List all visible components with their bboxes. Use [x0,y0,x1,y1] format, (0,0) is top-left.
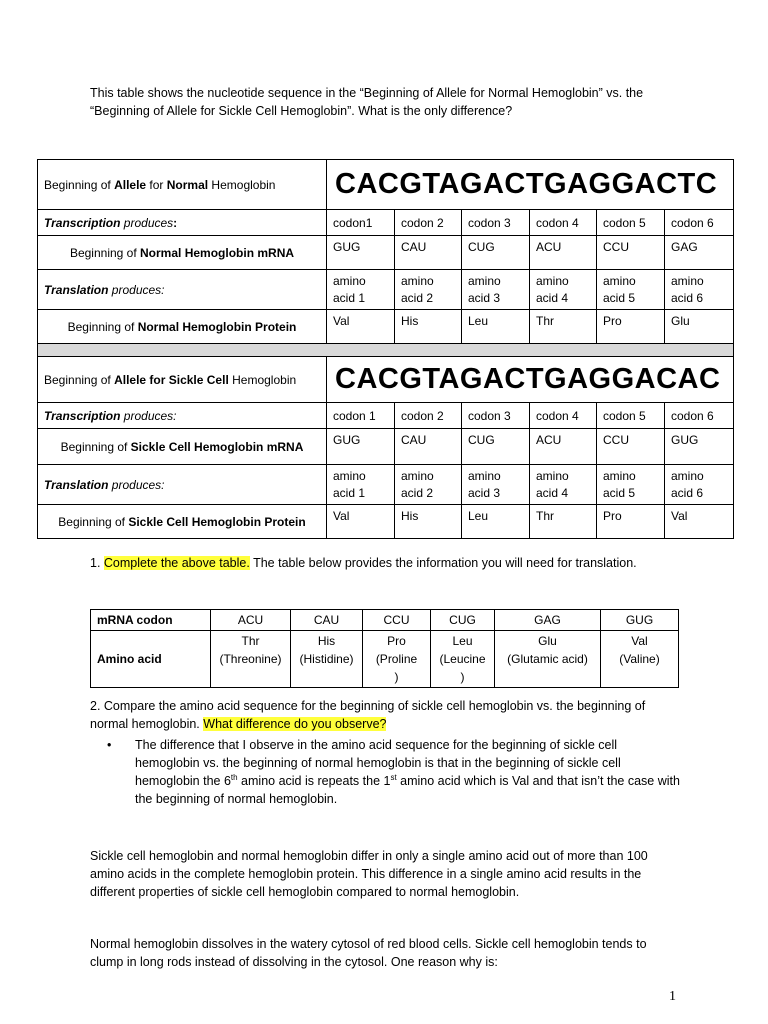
sickle-sequence: CACGTAGACTGAGGACAC [327,357,734,403]
normal-codon-head: codon 6 [665,210,734,236]
sickle-mrna-cell: GUG [327,429,395,465]
sickle-translation-row [38,465,734,505]
sickle-codon-head: codon 6 [665,403,734,429]
sickle-protein-label: Beginning of Sickle Cell Hemoglobin Protein [38,505,327,539]
sickle-codon-head: codon 3 [462,403,530,429]
sickle-allele-row [38,357,734,403]
codon-cell: CAU [291,610,363,631]
paragraph-2: Normal hemoglobin dissolves in the watery cytosol of red blood cells. Sickle cell hemoglobin tends to clump in long rods instead of dissolving in the cytosol. One reason why is: [90,937,647,969]
amino-cell: Leu (Leucine ) [431,631,495,688]
amino-cell: His (Histidine) [291,631,363,688]
codon-row [91,610,679,631]
codon-reference-table [90,609,679,688]
sickle-codon-head: codon 5 [597,403,665,429]
sickle-codon-head: codon 4 [530,403,597,429]
sickle-protein-cell: Val [327,505,395,539]
normal-protein-cell: His [395,310,462,344]
paragraph-1: Sickle cell hemoglobin and normal hemoglobin differ in only a single amino acid out of more than 100 amino acids in the complete hemoglobin protein. This difference in a single amino acid results in the different properties of sickle cell hemoglobin compared to normal hemoglobin. [90,849,648,899]
normal-mrna-cell: CAU [395,236,462,270]
normal-amino-head: amino acid 1 [327,270,395,310]
sickle-mrna-label: Beginning of Sickle Cell Hemoglobin mRNA [38,429,327,465]
amino-cell: Pro (Proline ) [363,631,431,688]
normal-allele-label: Beginning of Allele for Normal Hemoglobin [38,160,327,210]
normal-mrna-row [38,236,734,270]
normal-amino-head: amino acid 3 [462,270,530,310]
codon-row-label: mRNA codon [91,610,211,631]
sickle-allele-label: Beginning of Allele for Sickle Cell Hemoglobin [38,357,327,403]
sickle-amino-head: amino acid 6 [665,465,734,505]
normal-sequence: CACGTAGACTGAGGACTC [327,160,734,210]
normal-protein-cell: Leu [462,310,530,344]
normal-transcription-row [38,210,734,236]
sickle-transcription-row [38,403,734,429]
sickle-protein-cell: Val [665,505,734,539]
answer-block [90,736,680,808]
codon-cell: CCU [363,610,431,631]
amino-row-label: Amino acid [91,631,211,688]
separator-row [38,344,734,357]
page-number: 1 [669,989,676,1004]
normal-codon-head: codon1 [327,210,395,236]
normal-codon-head: codon 2 [395,210,462,236]
sickle-protein-cell: Pro [597,505,665,539]
normal-protein-cell: Val [327,310,395,344]
sickle-codon-head: codon 1 [327,403,395,429]
normal-mrna-label: Beginning of Normal Hemoglobin mRNA [38,236,327,270]
intro-text: This table shows the nucleotide sequence in the “Beginning of Allele for Normal Hemoglobin” vs. the “Beginning of Allele for Sickle Cell Hemoglobin”. What is the only difference? [90,86,644,118]
normal-codon-head: codon 3 [462,210,530,236]
normal-mrna-cell: CUG [462,236,530,270]
normal-mrna-cell: GAG [665,236,734,270]
sickle-amino-head: amino acid 4 [530,465,597,505]
normal-transcription-label: Transcription produces: [38,210,327,236]
sickle-amino-head: amino acid 3 [462,465,530,505]
sickle-amino-head: amino acid 1 [327,465,395,505]
sickle-codon-head: codon 2 [395,403,462,429]
normal-protein-cell: Thr [530,310,597,344]
normal-codon-head: codon 5 [597,210,665,236]
sickle-amino-head: amino acid 2 [395,465,462,505]
sickle-protein-cell: Leu [462,505,530,539]
normal-mrna-cell: CCU [597,236,665,270]
sickle-mrna-cell: CCU [597,429,665,465]
sickle-protein-row [38,505,734,539]
normal-protein-label: Beginning of Normal Hemoglobin Protein [38,310,327,344]
question-1: 1. Complete the above table. The table below provides the information you will need for translation. [90,556,637,570]
answer-bullet: • The difference that I observe in the amino acid sequence for the beginning of sickle cell hemoglobin vs. the beginning of normal hemoglobin is that in the beginning of sickle cell hemoglobin the 6th amino acid is repeats the 1st amino acid which is Val and that isn’t the case with the beginning of normal hemoglobin. [135,736,680,808]
question-1-highlight: Complete the above table. [103,556,250,570]
normal-mrna-cell: ACU [530,236,597,270]
amino-cell: Glu (Glutamic acid) [495,631,601,688]
allele-comparison-table [37,159,734,539]
sickle-transcription-label: Transcription produces: [38,403,327,429]
sickle-translation-label: Translation produces: [38,465,327,505]
normal-amino-head: amino acid 2 [395,270,462,310]
normal-translation-label: Translation produces: [38,270,327,310]
normal-allele-row [38,160,734,210]
sickle-protein-cell: Thr [530,505,597,539]
normal-mrna-cell: GUG [327,236,395,270]
amino-cell: Val (Valine) [601,631,679,688]
normal-protein-row [38,310,734,344]
normal-protein-cell: Pro [597,310,665,344]
codon-cell: CUG [431,610,495,631]
separator-cell [38,344,734,357]
normal-protein-cell: Glu [665,310,734,344]
question-2-highlight: What difference do you observe? [203,717,387,731]
sickle-amino-head: amino acid 5 [597,465,665,505]
normal-amino-head: amino acid 4 [530,270,597,310]
sickle-mrna-cell: ACU [530,429,597,465]
amino-row [91,631,679,688]
sickle-mrna-row [38,429,734,465]
normal-amino-head: amino acid 6 [665,270,734,310]
codon-cell: GUG [601,610,679,631]
codon-cell: ACU [211,610,291,631]
normal-codon-head: codon 4 [530,210,597,236]
normal-amino-head: amino acid 5 [597,270,665,310]
sickle-mrna-cell: CUG [462,429,530,465]
sickle-protein-cell: His [395,505,462,539]
sickle-mrna-cell: GUG [665,429,734,465]
question-2: 2. Compare the amino acid sequence for the beginning of sickle cell hemoglobin vs. the beginning of normal hemoglobin. What difference do you observe? [90,699,646,731]
amino-cell: Thr (Threonine) [211,631,291,688]
sickle-mrna-cell: CAU [395,429,462,465]
normal-translation-row [38,270,734,310]
codon-cell: GAG [495,610,601,631]
